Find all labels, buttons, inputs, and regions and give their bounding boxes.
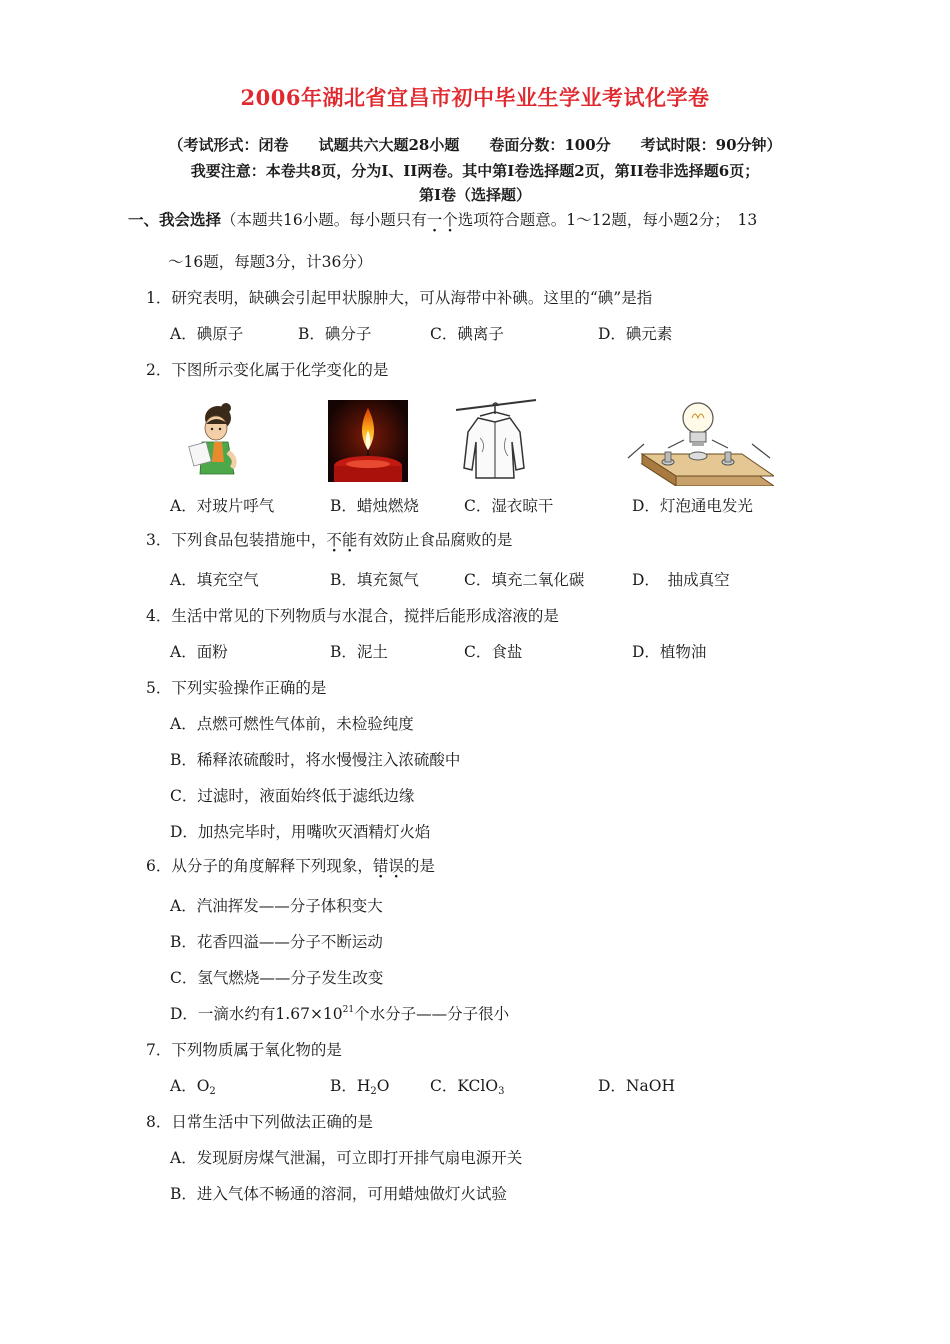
emphasis-dot: 错: [372, 857, 389, 875]
q2-option-b: B．蜡烛燃烧: [330, 497, 419, 515]
girl-breathing-on-glass-image: [188, 402, 244, 482]
q7-option-c: C．KClO$_3$: [430, 1077, 505, 1097]
light-bulb-circuit-image: [624, 396, 774, 486]
q1-option-d: D．碘元素: [598, 325, 673, 343]
q3-option-a: A．填充空气: [170, 571, 259, 589]
q4-option-b: B．泥土: [330, 643, 388, 661]
q6-option-a: A．汽油挥发——分子体积变大: [170, 897, 383, 915]
section-desc-line2: ～16题，每题3分，计36分）: [168, 253, 373, 271]
q5-option-c: C．过滤时，液面始终低于滤纸边缘: [170, 787, 415, 805]
q7-option-b: B．$H_2O$: [330, 1077, 390, 1097]
q7-option-d: D．NaOH: [598, 1077, 675, 1095]
drying-clothes-image: [450, 398, 540, 484]
notice: 我要注意：本卷共8页，分为Ⅰ、II两卷。其中第Ⅰ卷选择题2页，第II卷非选择题6页；: [190, 162, 760, 180]
q4-option-c: C．食盐: [464, 643, 523, 661]
question-8-stem: 8．日常生活中下列做法正确的是: [146, 1113, 373, 1131]
q5-option-a: A．点燃可燃性气体前，未检验纯度: [170, 715, 414, 733]
q8-option-a: A．发现厨房煤气泄漏，可立即打开排气扇电源开关: [170, 1149, 523, 1167]
q3-option-d: D． 抽成真空: [632, 571, 730, 589]
q6-option-c: C．氢气燃烧——分子发生改变: [170, 969, 384, 987]
q2-option-d: D．灯泡通电发光: [632, 497, 753, 515]
q5-option-b: B．稀释浓硫酸时，将水慢慢注入浓硫酸中: [170, 751, 461, 769]
q6-option-d: D．一滴水约有$1.67\times 10^{21}$个水分子——分子很小: [170, 1005, 510, 1023]
q6-option-b: B．花香四溢——分子不断运动: [170, 933, 383, 951]
question-2-stem: 2．下图所示变化属于化学变化的是: [146, 361, 389, 379]
volume-title: 第Ⅰ卷（选择题）: [418, 186, 532, 204]
burning-candle-image: [328, 400, 408, 482]
emphasis-dot: 误: [388, 857, 404, 875]
emphasis-dot: 不: [326, 531, 342, 549]
question-5-stem: 5．下列实验操作正确的是: [146, 679, 327, 697]
exam-info: （考试形式：闭卷 试题共六大题28小题 卷面分数：100分 考试时限：90分钟）: [168, 136, 782, 154]
emphasis-dot: 一: [426, 211, 443, 229]
q7-option-a: A．$O_2$: [170, 1077, 216, 1097]
question-7-stem: 7．下列物质属于氧化物的是: [146, 1041, 342, 1059]
emphasis-dot: 个: [442, 211, 458, 229]
q8-option-b: B．进入气体不畅通的溶洞，可用蜡烛做灯火试验: [170, 1185, 507, 1203]
page-title: 2006年湖北省宜昌市初中毕业生学业考试化学卷: [240, 85, 710, 110]
q4-option-d: D．植物油: [632, 643, 707, 661]
q2-option-c: C．湿衣晾干: [464, 497, 554, 515]
q1-option-a: A．碘原子: [170, 325, 244, 343]
section-heading: 一、我会选择（本题共16小题。每小题只有一个选项符合题意。1～12题，每小题2分； 13: [128, 210, 758, 229]
question-1-stem: 1．研究表明，缺碘会引起甲状腺肿大，可从海带中补碘。这里的“碘”是指: [146, 289, 653, 307]
q2-option-a: A．对玻片呼气: [170, 497, 275, 515]
q4-option-a: A．面粉: [170, 643, 228, 661]
q3-option-b: B．填充氮气: [330, 571, 419, 589]
question-3-stem: 3．下列食品包装措施中，不能有效防止食品腐败的是: [146, 531, 513, 549]
q3-option-c: C．填充二氧化碳: [464, 571, 585, 589]
question-6-stem: 6．从分子的角度解释下列现象，错误的是: [146, 857, 435, 875]
q1-option-b: B．碘分子: [298, 325, 372, 343]
section-label: 一、我会选择: [128, 210, 222, 229]
question-4-stem: 4．生活中常见的下列物质与水混合，搅拌后能形成溶液的是: [146, 607, 559, 625]
emphasis-dot: 能: [341, 531, 358, 549]
q1-option-c: C．碘离子: [430, 325, 504, 343]
q5-option-d: D．加热完毕时，用嘴吹灭酒精灯火焰: [170, 823, 431, 841]
